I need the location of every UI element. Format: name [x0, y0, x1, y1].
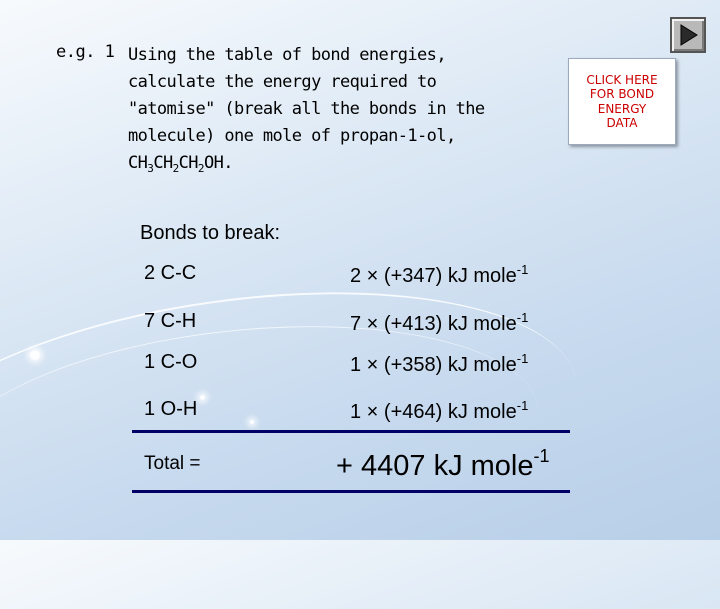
bond-row — [0, 351, 720, 381]
calc-text: 1 × (+464) kJ mole — [350, 401, 517, 423]
formula-part: OH. — [203, 153, 233, 173]
formula-subscript: 2 — [172, 162, 179, 175]
bond-energy-data-link[interactable] — [568, 58, 676, 145]
question-text — [128, 42, 528, 182]
calc-text: 2 × (+347) kJ mole — [350, 265, 517, 287]
next-slide-button[interactable] — [670, 17, 706, 53]
formula-part: CH — [153, 153, 173, 173]
total-label: Total = — [144, 453, 201, 474]
formula-subscript: 3 — [147, 162, 154, 175]
bond-row — [0, 262, 720, 292]
bond-row — [0, 310, 720, 340]
bond-energy-calc — [350, 351, 528, 377]
calc-text: 1 × (+358) kJ mole — [350, 354, 517, 376]
bonds-heading: Bonds to break: — [140, 222, 281, 244]
unit-exponent: -1 — [516, 262, 529, 277]
bond-type: 1 O-H — [144, 398, 198, 420]
unit-exponent: -1 — [516, 351, 529, 366]
calc-text: 7 × (+413) kJ mole — [350, 313, 517, 335]
link-label-line: DATA — [606, 116, 638, 130]
bond-type: 2 C-C — [144, 262, 197, 284]
chemical-formula — [128, 150, 528, 182]
question-line: calculate the energy required to — [128, 72, 437, 92]
total-text: + 4407 kJ mole — [336, 450, 534, 482]
bond-energy-calc — [350, 398, 528, 424]
bond-energy-calc — [350, 262, 528, 288]
bond-energy-calc — [350, 310, 528, 336]
formula-subscript: 2 — [197, 162, 204, 175]
bond-row — [0, 398, 720, 428]
total-value — [336, 446, 550, 483]
divider-rule — [132, 490, 570, 493]
unit-exponent: -1 — [533, 446, 550, 466]
link-label-line: FOR BOND — [589, 87, 655, 101]
question-line: Using the table of bond energies, — [128, 45, 446, 65]
play-triangle-icon — [676, 23, 700, 47]
question-line: "atomise" (break all the bonds in the — [128, 99, 485, 119]
example-label: e.g. 1 — [56, 42, 115, 62]
question-line: molecule) one mole of propan-1-ol, — [128, 126, 456, 146]
bond-type: 1 C-O — [144, 351, 198, 373]
unit-exponent: -1 — [516, 398, 529, 413]
divider-rule — [132, 430, 570, 433]
formula-part: CH — [128, 153, 148, 173]
link-label-line: CLICK HERE — [586, 72, 658, 87]
unit-exponent: -1 — [516, 310, 529, 325]
formula-part: CH — [178, 153, 198, 173]
bond-type: 7 C-H — [144, 310, 197, 332]
link-label-line: ENERGY — [597, 101, 647, 116]
